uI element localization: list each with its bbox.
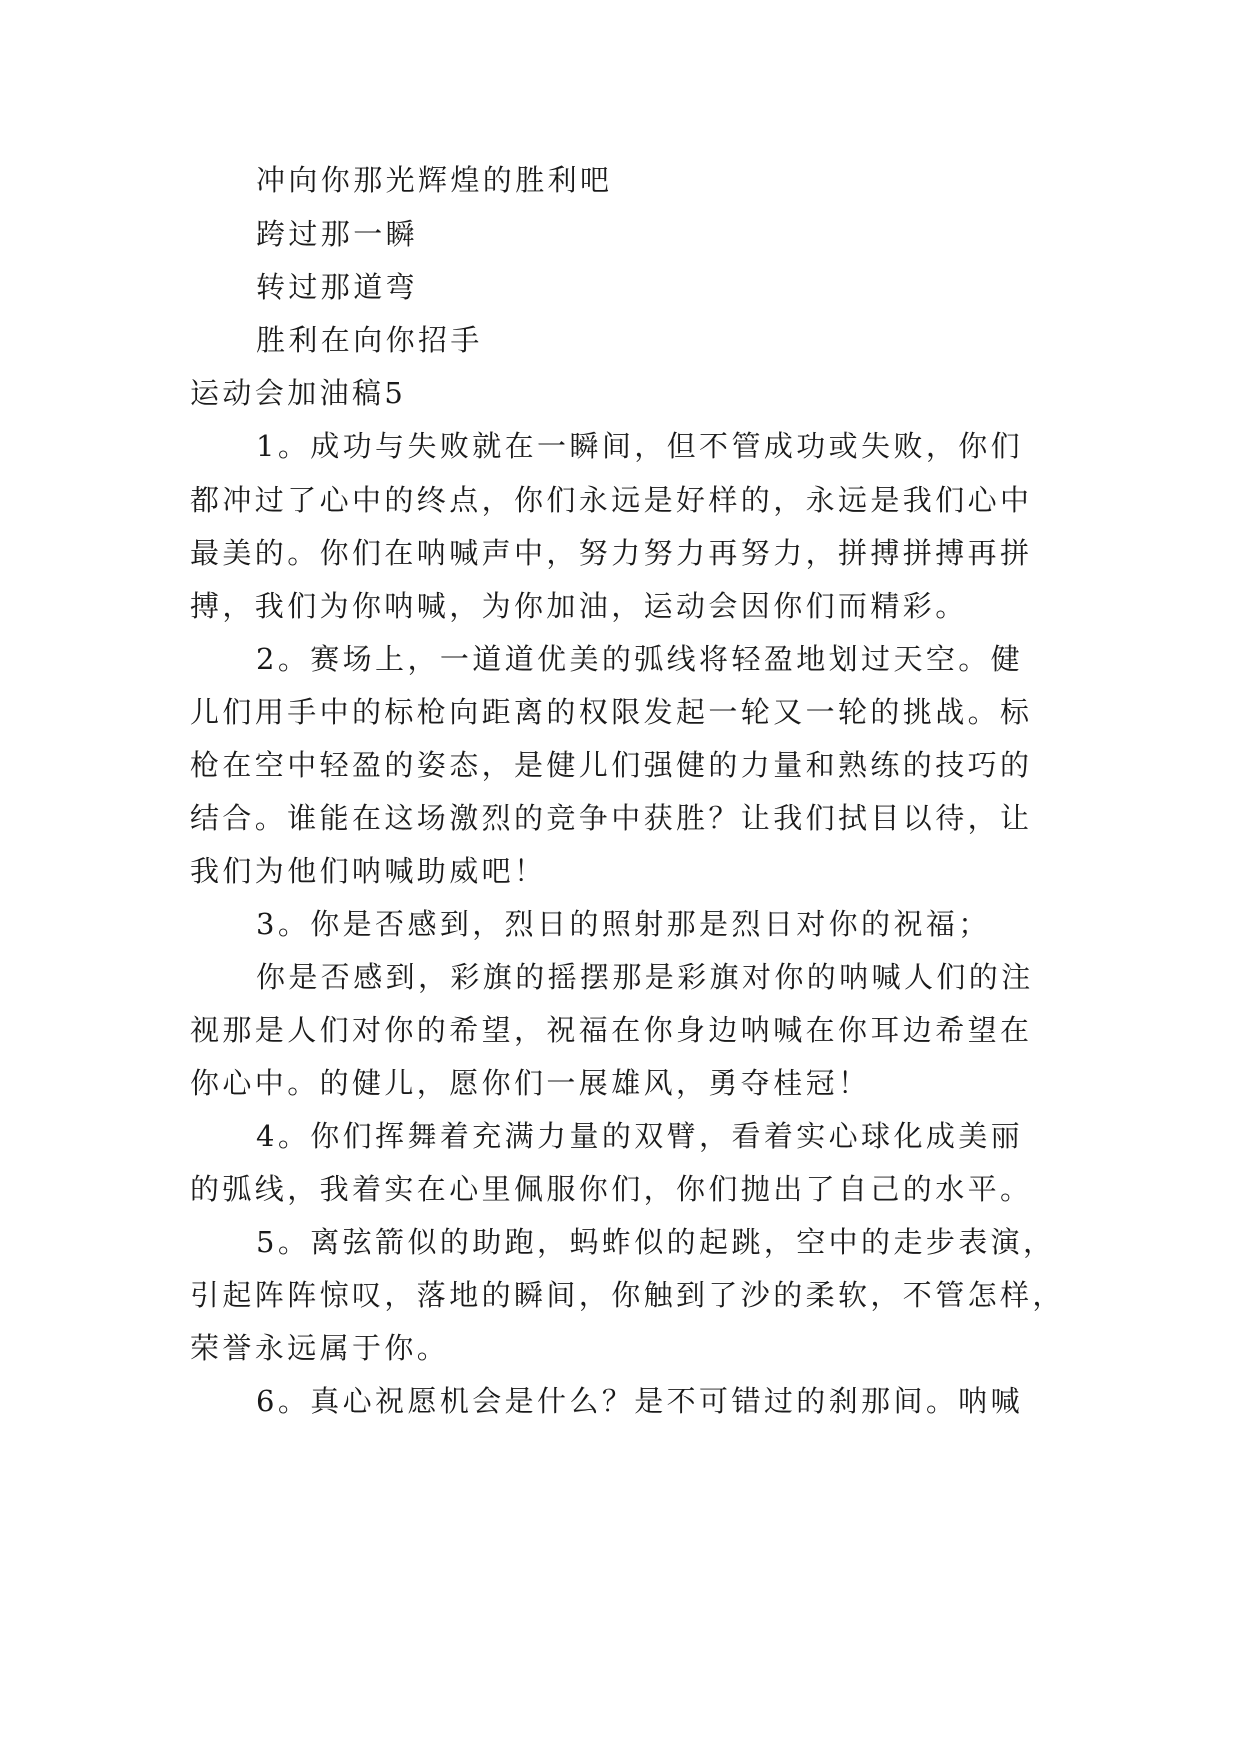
paragraph-line: 4。你们挥舞着充满力量的双臂，看着实心球化成美丽	[256, 1119, 1024, 1153]
poem-line: 胜利在向你招手	[256, 323, 483, 357]
paragraph-line: 都冲过了心中的终点，你们永远是好样的，永远是我们心中	[190, 483, 1033, 517]
paragraph-line: 视那是人们对你的希望，祝福在你身边呐喊在你耳边希望在	[190, 1013, 1033, 1047]
paragraph-line: 1。成功与失败就在一瞬间，但不管成功或失败，你们	[256, 429, 1024, 463]
paragraph-line: 6。真心祝愿机会是什么？是不可错过的刹那间。呐喊	[256, 1384, 1024, 1418]
paragraph-line: 我们为他们呐喊助威吧！	[190, 854, 547, 888]
paragraph-line: 你心中。的健儿，愿你们一展雄风，勇夺桂冠！	[190, 1066, 871, 1100]
poem-line: 跨过那一瞬	[256, 217, 419, 251]
poem-line: 转过那道弯	[256, 270, 419, 304]
paragraph-line: 儿们用手中的标枪向距离的权限发起一轮又一轮的挑战。标	[190, 695, 1033, 729]
paragraph-line: 枪在空中轻盈的姿态，是健儿们强健的力量和熟练的技巧的	[190, 748, 1033, 782]
poem-line: 冲向你那光辉煌的胜利吧	[256, 163, 613, 197]
paragraph-line: 搏，我们为你呐喊，为你加油，运动会因你们而精彩。	[190, 589, 968, 623]
paragraph-line: 2。赛场上，一道道优美的弧线将轻盈地划过天空。健	[256, 642, 1024, 676]
paragraph-line: 5。离弦箭似的助跑，蚂蚱似的起跳，空中的走步表演，	[256, 1225, 1056, 1259]
paragraph-line: 引起阵阵惊叹，落地的瞬间，你触到了沙的柔软，不管怎样，	[190, 1278, 1065, 1312]
paragraph-line: 3。你是否感到，烈日的照射那是烈日对你的祝福；	[256, 907, 991, 941]
paragraph-line: 你是否感到，彩旗的摇摆那是彩旗对你的呐喊人们的注	[256, 960, 1034, 994]
section-title: 运动会加油稿5	[190, 376, 407, 410]
paragraph-line: 的弧线，我着实在心里佩服你们，你们抛出了自己的水平。	[190, 1172, 1033, 1206]
paragraph-line: 荣誉永远属于你。	[190, 1331, 450, 1365]
paragraph-line: 结合。谁能在这场激烈的竞争中获胜？让我们拭目以待，让	[190, 801, 1033, 835]
paragraph-line: 最美的。你们在呐喊声中，努力努力再努力，拼搏拼搏再拼	[190, 536, 1033, 570]
